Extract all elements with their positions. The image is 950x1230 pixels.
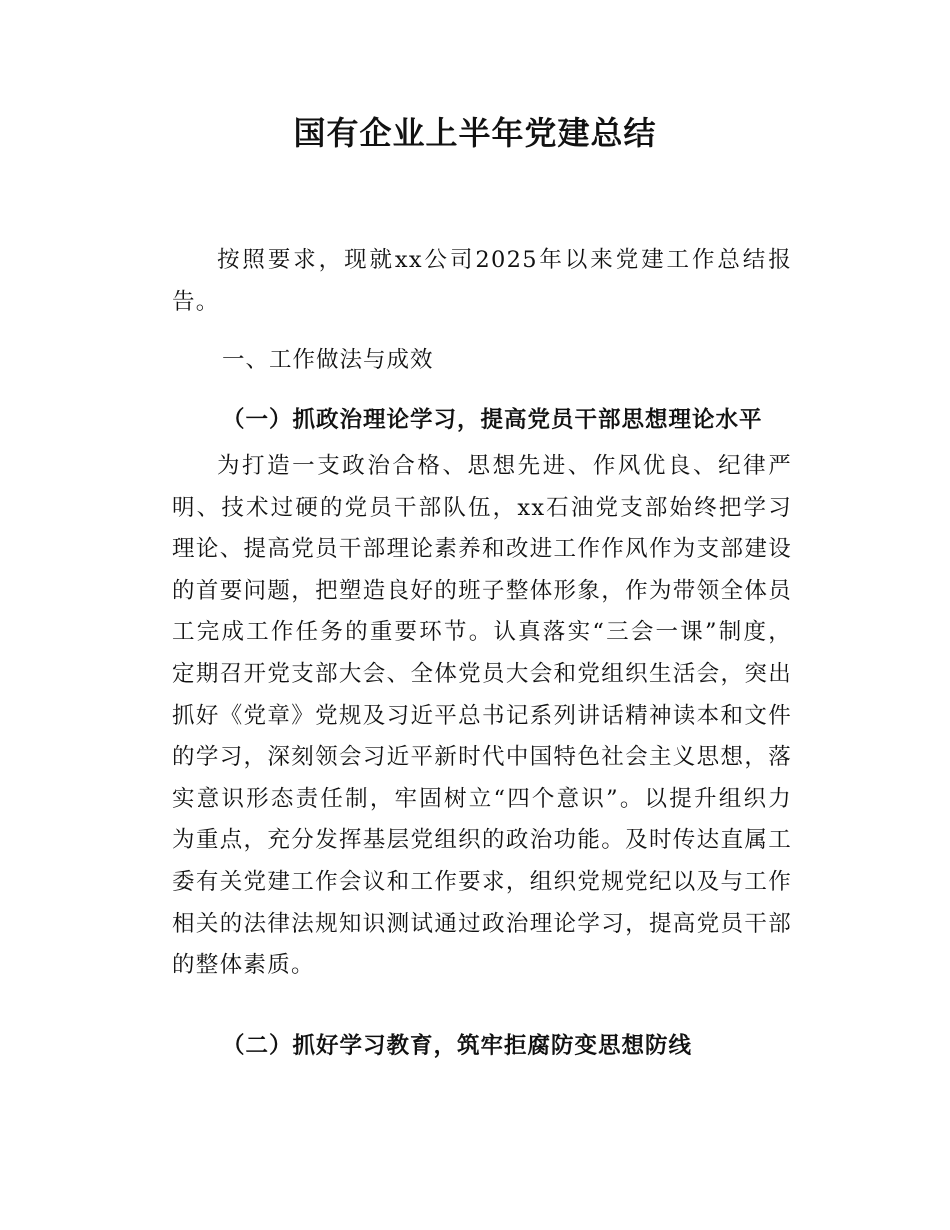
section-heading-1: 一、工作做法与成效 bbox=[222, 347, 434, 373]
intro-paragraph: 按照要求，现就xx公司2025年以来党建工作总结报告。 bbox=[172, 247, 792, 315]
document-title: 国有企业上半年党建总结 bbox=[293, 114, 657, 152]
subsection-heading-2: （二）抓好学习教育，筑牢拒腐防变思想防线 bbox=[222, 1033, 693, 1059]
subsection-1-paragraph: 为打造一支政治合格、思想先进、作风优良、纪律严明、技术过硬的党员干部队伍，xx石油党支部始终把学习理论、提高党员干部理论素养和改进工作作风作为支部建设的首要问题，把塑造良好的班子整体形象，作为带领全体员工完成工作任务的重要环节。认真落实“三会一课”制度，定期召开党支部大会、全体党员大会和党组织生活会，突出抓好《党章》党规及习近平总书记系列讲话精神读本和文件的学习，深刻领会习近平新时代中国特色社会主义思想，落实意识形态责任制，牢固树立“四个意识”。以提升组织力为重点，充分发挥基层党组织的政治功能。及时传达直属工委有关党建工作会议和工作要求，组织党规党纪以及与工作相关的法律法规知识测试通过政治理论学习，提高党员干部的整体素质。 bbox=[172, 453, 792, 979]
subsection-heading-1: （一）抓政治理论学习，提高党员干部思想理论水平 bbox=[222, 407, 763, 433]
